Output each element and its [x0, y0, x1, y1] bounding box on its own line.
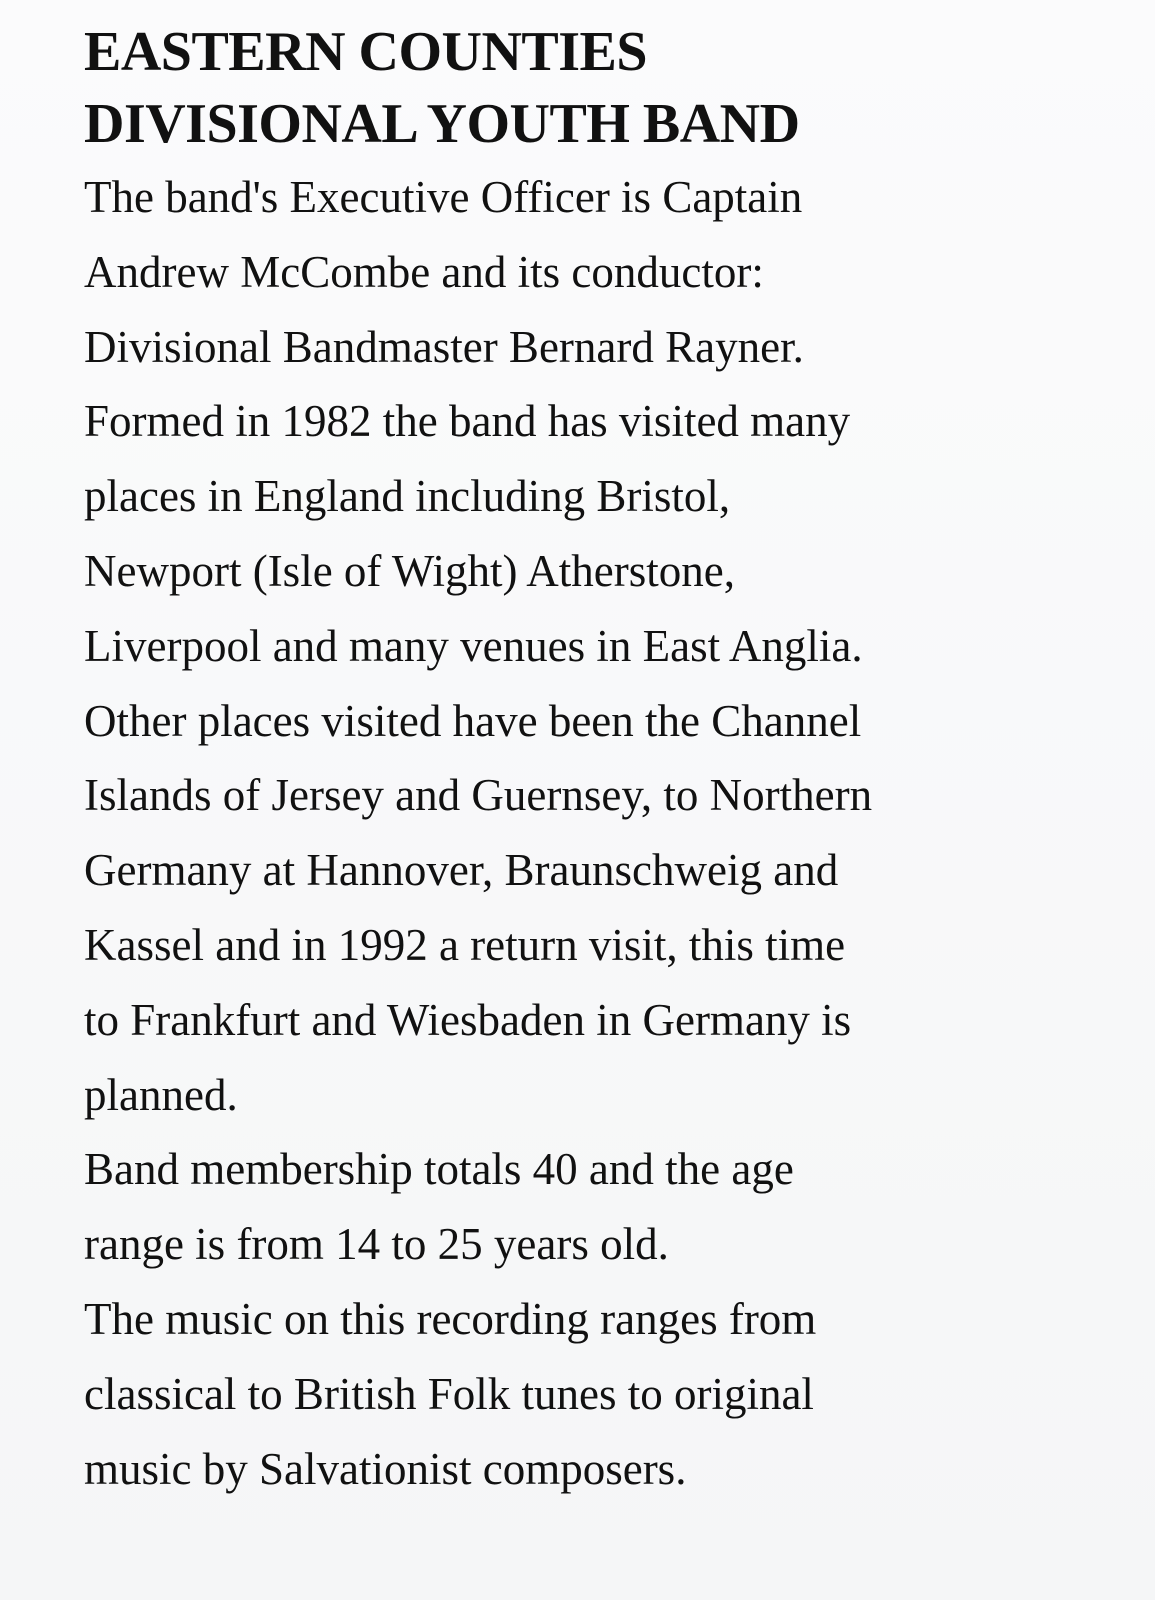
body-line: range is from 14 to 25 years old.: [84, 1219, 669, 1270]
body-line: classical to British Folk tunes to original: [84, 1368, 814, 1419]
body-line: Other places visited have been the Channel: [84, 695, 862, 746]
body-line: places in England including Bristol,: [84, 471, 731, 522]
body-line: The music on this recording ranges from: [84, 1293, 817, 1344]
title-line-1: EASTERN COUNTIES: [84, 21, 648, 83]
document-body: [84, 160, 1115, 1506]
body-line: Band membership totals 40 and the age: [84, 1144, 794, 1195]
body-line: to Frankfurt and Wiesbaden in Germany is: [84, 994, 852, 1045]
body-line: Newport (Isle of Wight) Atherstone,: [84, 545, 735, 596]
body-line: Liverpool and many venues in East Anglia.: [84, 620, 863, 671]
body-line: Andrew McCombe and its conductor:: [84, 246, 764, 297]
body-line: Islands of Jersey and Guernsey, to Northern: [84, 770, 873, 821]
body-line: Formed in 1982 the band has visited many: [84, 396, 851, 447]
body-line: planned.: [84, 1069, 238, 1120]
body-line: Kassel and in 1992 a return visit, this time: [84, 919, 846, 970]
document-title: [84, 16, 1115, 160]
body-line: music by Salvationist composers.: [84, 1443, 687, 1494]
body-line: Germany at Hannover, Braunschweig and: [84, 845, 839, 896]
body-line: Divisional Bandmaster Bernard Rayner.: [84, 321, 804, 372]
body-line: The band's Executive Officer is Captain: [84, 172, 803, 222]
title-line-2: DIVISIONAL YOUTH BAND: [84, 93, 800, 155]
